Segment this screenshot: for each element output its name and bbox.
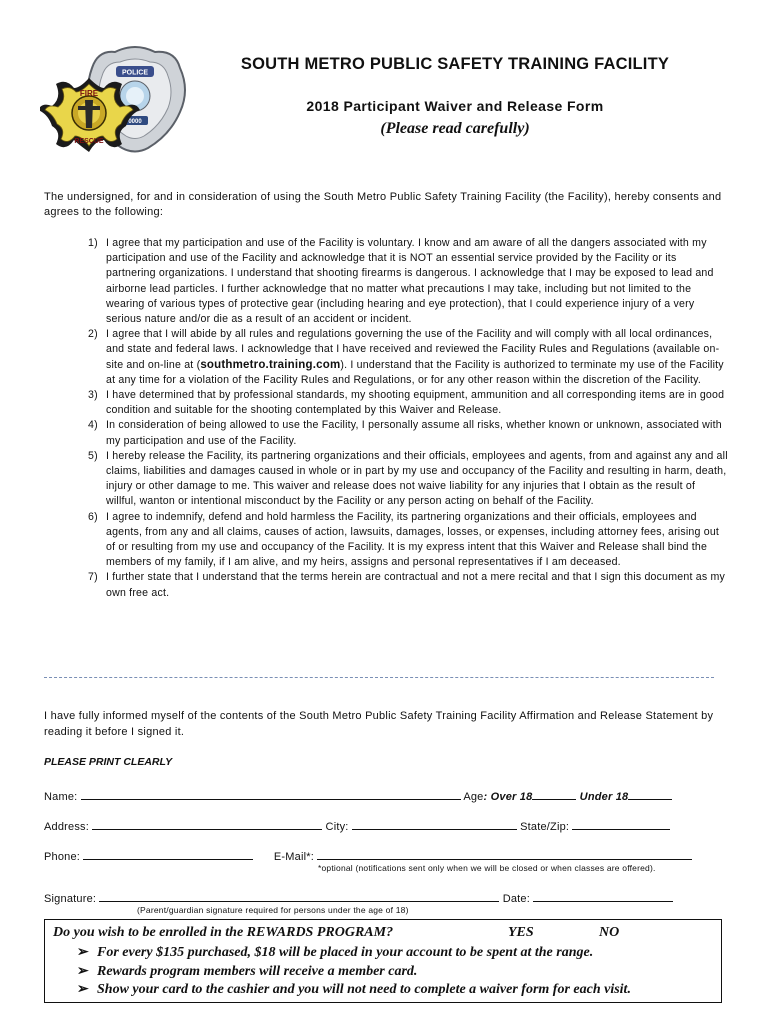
badges-image — [40, 40, 200, 180]
term-text: I hereby release the Facility, its partnering organizations and their officials, employees and agents, from and against any and all claims, liabilities and damages caused in whole or in part by my use and occupancy of the Facility and resulting in harm, death, injury or other damage to me. This waiver and release does not waive liability for any injuries that I obtain as the result of willful, wanton or intentional misconduct by the Facility or any person acting on behalf of the Facility. — [106, 449, 728, 508]
term-text: I agree to indemnify, defend and hold harmless the Facility, its partnering organizations and their officials, employees and agents, from any and all claims, causes of action, lawsuits, damages, losses, or expenses, including attorney fees, arising out of or resulting from my use and occupancy of the Facility. It is my express intent that this Waiver and Release shall bind the members of my family, if I am alive, and my heirs, assigns and personal representatives if I am deceased. — [106, 510, 720, 569]
page-title: SOUTH METRO PUBLIC SAFETY TRAINING FACILITY — [240, 55, 670, 73]
term-item: 4) In consideration of being allowed to use the Facility, I personally assume all risks, whether known or unknown, associated with my participation and use of the Facility. — [88, 419, 722, 447]
name-label: Name: — [44, 791, 78, 803]
rewards-no-option[interactable]: NO — [599, 925, 620, 940]
state-zip-field[interactable] — [572, 818, 670, 830]
phone-field[interactable] — [83, 848, 253, 860]
name-age-row — [44, 788, 672, 803]
phone-label: Phone: — [44, 851, 81, 863]
svg-text:POLICE: POLICE — [121, 69, 149, 77]
city-field[interactable] — [352, 818, 517, 830]
rewards-bullet: ➢ Show your card to the cashier and you will not need to complete a waiver form for each visit. — [77, 982, 631, 997]
svg-text:0000: 0000 — [128, 119, 142, 125]
term-text: I have determined that by professional standards, my shooting equipment, ammunition and all corresponding items are in good condition and suitable for the shooting contemplated by this Waiver and Release. — [106, 389, 725, 417]
affirmation-statement: I have fully informed myself of the contents of the South Metro Public Safety Training Facility Affirmation and Release Statement by reading it before I signed it. — [44, 710, 714, 738]
email-optional-note: *optional (notifications sent only when we will be closed or when classes are offered). — [318, 863, 656, 873]
address-row — [44, 818, 670, 833]
term-text: I agree that I will abide by all rules and regulations governing the use of the Facility and will comply with all local ordinances, and state and federal laws. I acknowledge that I have received and reviewed the Facility Rules and Regulations (available on-site and on-line at ( — [106, 328, 720, 371]
signature-field[interactable] — [99, 890, 499, 902]
svg-text:FIRE: FIRE — [79, 89, 99, 98]
print-clearly-label: PLEASE PRINT CLEARLY — [44, 756, 173, 768]
address-field[interactable] — [92, 818, 322, 830]
under-18-field[interactable] — [628, 788, 672, 800]
logos — [40, 40, 200, 180]
arrow-bullet-icon: ➢ — [77, 964, 89, 979]
email-field[interactable] — [317, 848, 692, 860]
form-subtitle: 2018 Participant Waiver and Release Form — [306, 98, 604, 114]
name-field[interactable] — [81, 788, 461, 800]
address-label: Address: — [44, 821, 90, 833]
rewards-bullet: ➢ For every $135 purchased, $18 will be placed in your account to be spent at the range. — [77, 945, 594, 960]
intro-paragraph: The undersigned, for and in consideration of using the South Metro Public Safety Training Facility (the Facility), hereby consents and agrees to the following: — [44, 191, 722, 218]
rewards-yes-option[interactable]: YES — [508, 925, 534, 940]
term-item: 6) I agree to indemnify, defend and hold harmless the Facility, its partnering organizations and their officials, employees and agents, from any and all claims, causes of action, lawsuits, damages, losses, or expenses, including attorney fees, arising out of or resulting from my use and occupancy of the Facility. It is my express intent that this Waiver and Release shall bind the members of my family, if I am alive, and my heirs, assigns and personal representatives if I am deceased. — [88, 510, 720, 569]
phone-email-row — [44, 848, 692, 863]
website-link[interactable]: southmetro.training.com — [200, 358, 341, 371]
term-text: I agree that my participation and use of the Facility is voluntary. I know and am aware of all the dangers associated with my participation and use of the Facility and acknowledge that it is NOT an essential service provided by the Facility or its partnering organizations. I understand that shooting firearms is dangerous. I acknowledge that I may be exposed to lead and airborne lead particles. I further acknowledge that no matter what precautions I may take, including but not limited to the wearing of various types of protective gear (including hearing and eye protection), that I could experience injury of a very serious nature and/or die as a result of an accident or incident. — [106, 237, 714, 326]
signature-date-row — [44, 890, 673, 905]
terms-list — [88, 236, 728, 601]
term-text: ). I understand that the Facility is authorized to terminate my use of the Facility at any time for a violation of the Facility Rules and Regulations, or for any other reason within the discretion of the Facility. — [106, 358, 724, 386]
city-label: City: — [325, 821, 349, 833]
term-item: 1) I agree that my participation and use of the Facility is voluntary. I know and am aware of all the dangers associated with my participation and use of the Facility and acknowledge that it is NOT an essential service provided by the Facility or its partnering organizations. I understand that shooting firearms is dangerous. I acknowledge that I may be exposed to lead and airborne lead particles. I further acknowledge that no matter what precautions I may take, including but not limited to the wearing of various types of protective gear (including hearing and eye protection), that I could experience injury of a very serious nature and/or die as a result of an accident or incident. — [88, 237, 714, 326]
date-label: Date: — [502, 893, 530, 905]
over-18-label: : Over 18 — [483, 791, 533, 803]
state-zip-label: State/Zip: — [520, 821, 570, 833]
arrow-bullet-icon: ➢ — [77, 945, 89, 960]
arrow-bullet-icon: ➢ — [77, 982, 89, 997]
term-item: 3) I have determined that by professional standards, my shooting equipment, ammunition and all corresponding items are in good condition and suitable for the shooting contemplated by this Waiver and Release. — [88, 389, 725, 417]
under-18-label: Under 18 — [579, 791, 629, 803]
read-carefully-note: (Please read carefully) — [380, 120, 530, 137]
rewards-program-box — [44, 919, 722, 1003]
term-text: I further state that I understand that the terms herein are contractual and not a mere recital and that I sign this document as my own free act. — [106, 571, 725, 599]
email-label: E-Mail*: — [273, 851, 314, 863]
term-item: 2) I agree that I will abide by all rules and regulations governing the use of the Facility and will comply with all local ordinances, and state and federal laws. I acknowledge that I have received and reviewed the Facility Rules and Regulations (available on-site and on-line at (southmetro.training.com). I understand that the Facility is authorized to terminate my use of the Facility at any time for a violation of the Facility Rules and Regulations, or for any other reason within the discretion of the Facility. — [88, 328, 724, 386]
divider — [44, 677, 714, 678]
signature-label: Signature: — [44, 893, 97, 905]
over-18-field[interactable] — [532, 788, 576, 800]
signature-note: (Parent/guardian signature required for persons under the age of 18) — [137, 905, 409, 915]
rewards-question: Do you wish to be enrolled in the REWARDS PROGRAM? — [53, 925, 394, 940]
term-item: 5) I hereby release the Facility, its partnering organizations and their officials, employees and agents, from and against any and all claims, liabilities and damages caused in whole or in part by my use and occupancy of the Facility and resulting in harm, death, injury or other damage to me. This waiver and release does not waive liability for any injuries that I obtain as the result of willful, wanton or intentional misconduct by the Facility or any person acting on behalf of the Facility. — [88, 449, 728, 508]
date-field[interactable] — [533, 890, 673, 902]
rewards-bullet: ➢ Rewards program members will receive a member card. — [77, 964, 418, 979]
svg-text:RESCUE: RESCUE — [74, 138, 104, 145]
term-item: 7) I further state that I understand that the terms herein are contractual and not a mere recital and that I sign this document as my own free act. — [88, 571, 725, 599]
term-text: In consideration of being allowed to use the Facility, I personally assume all risks, whether known or unknown, associated with my participation and use of the Facility. — [106, 419, 722, 447]
age-label: Age — [463, 791, 484, 803]
